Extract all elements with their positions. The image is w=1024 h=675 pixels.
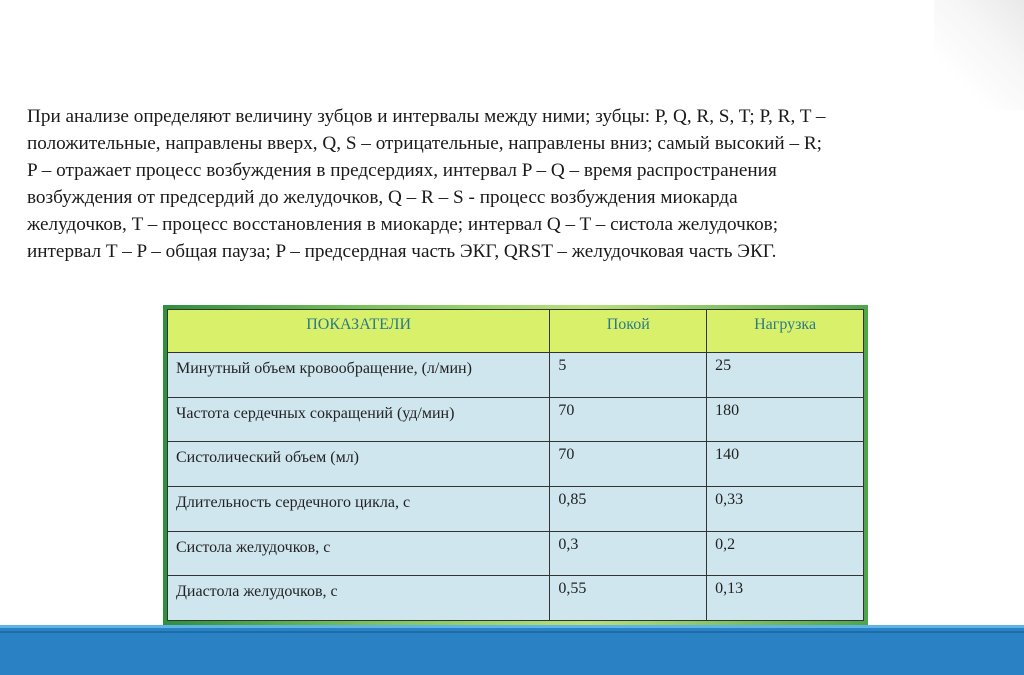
cell-load: 0,2 bbox=[707, 531, 864, 576]
header-load: Нагрузка bbox=[707, 310, 864, 353]
cell-load: 0,13 bbox=[707, 576, 864, 621]
table-row bbox=[168, 576, 864, 621]
header-rest: Покой bbox=[550, 310, 707, 353]
indicators-table bbox=[167, 309, 864, 621]
table-row bbox=[168, 486, 864, 531]
intro-line: возбуждения от предсердий до желудочков, Q – R – S - процесс возбуждения миокарда bbox=[27, 187, 738, 208]
table-row bbox=[168, 531, 864, 576]
cell-rest: 0,85 bbox=[550, 486, 707, 531]
header-indicators: ПОКАЗАТЕЛИ bbox=[168, 310, 550, 353]
intro-line: При анализе определяют величину зубцов и интервалы между ними; зубцы: P, Q, R, S, T; P, R, T – bbox=[27, 106, 826, 127]
cell-param: Длительность сердечного цикла, с bbox=[168, 486, 550, 531]
slide-footer-band bbox=[0, 625, 1024, 675]
table-row bbox=[168, 397, 864, 442]
intro-line: P – отражает процесс возбуждения в предсердиях, интервал P – Q – время распространения bbox=[27, 160, 777, 181]
cell-rest: 70 bbox=[550, 397, 707, 442]
cell-rest: 0,3 bbox=[550, 531, 707, 576]
cell-rest: 0,55 bbox=[550, 576, 707, 621]
cell-load: 25 bbox=[707, 353, 864, 398]
table-row bbox=[168, 353, 864, 398]
cell-param: Минутный объем кровообращение, (л/мин) bbox=[168, 353, 550, 398]
cell-param: Систолический объем (мл) bbox=[168, 442, 550, 487]
cell-param: Частота сердечных сокращений (уд/мин) bbox=[168, 397, 550, 442]
slide-corner-shadow bbox=[934, 0, 1024, 110]
intro-paragraph bbox=[27, 103, 1002, 265]
indicators-table-frame bbox=[163, 305, 868, 625]
intro-line: положительные, направлены вверх, Q, S – отрицательные, направлены вниз; самый высокий – R; bbox=[27, 133, 822, 154]
cell-param: Систола желудочков, с bbox=[168, 531, 550, 576]
intro-line: желудочков, T – процесс восстановления в миокарде; интервал Q – T – систола желудочков; bbox=[27, 214, 779, 235]
cell-load: 180 bbox=[707, 397, 864, 442]
intro-line: интервал T – P – общая пауза; P – предсердная часть ЭКГ, QRST – желудочковая часть ЭКГ. bbox=[27, 241, 777, 262]
table-header-row bbox=[168, 310, 864, 353]
cell-rest: 5 bbox=[550, 353, 707, 398]
cell-load: 140 bbox=[707, 442, 864, 487]
table-row bbox=[168, 442, 864, 487]
cell-param: Диастола желудочков, с bbox=[168, 576, 550, 621]
cell-load: 0,33 bbox=[707, 486, 864, 531]
cell-rest: 70 bbox=[550, 442, 707, 487]
